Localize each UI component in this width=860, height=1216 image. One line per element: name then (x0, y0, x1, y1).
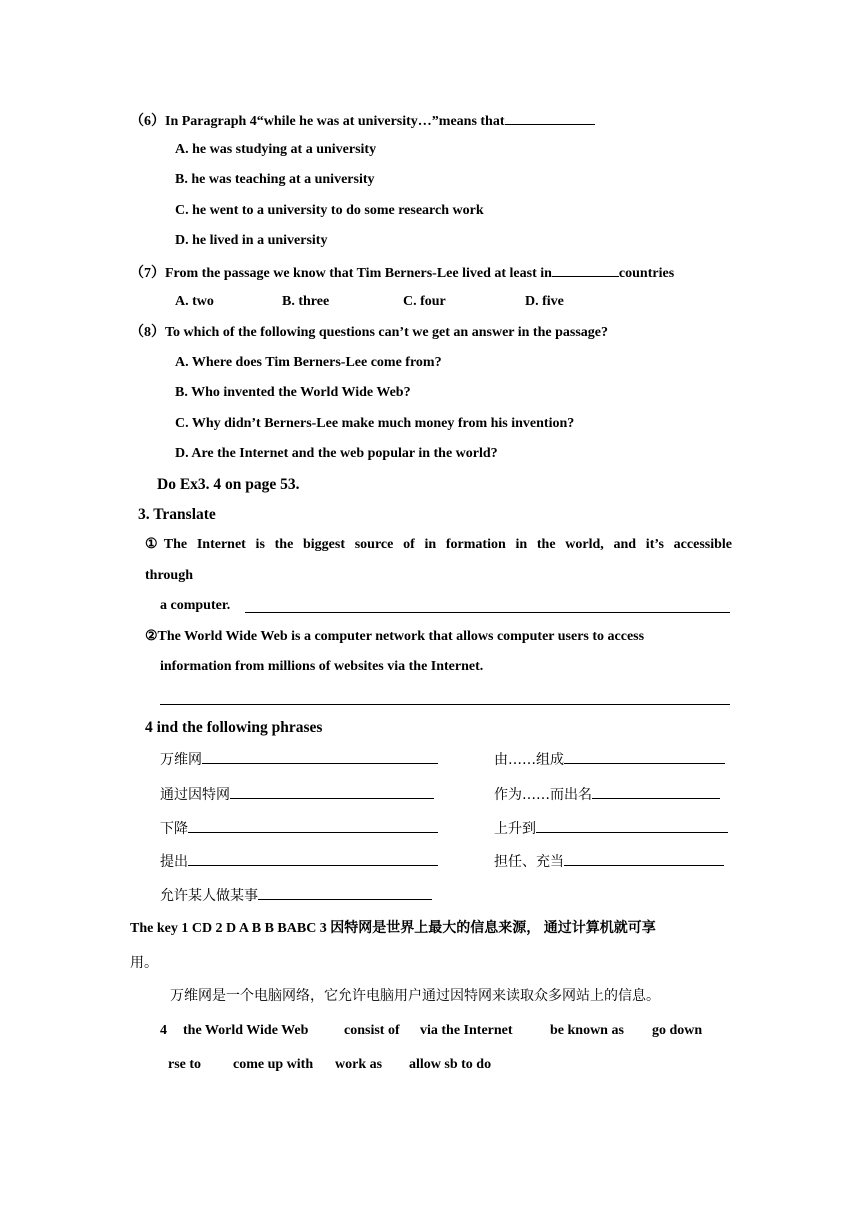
answer-key-line-3: 万维网是一个电脑网络，它允许电脑用户通过因特网来读取众多网站上的信息。 (170, 988, 660, 1004)
question-8-option-c: C. Why didn’t Berners-Lee make much money from his invention? (175, 416, 575, 431)
question-7-stem (130, 263, 674, 283)
answer-key-row-5-item: allow sb to do (409, 1057, 492, 1072)
answer-key-text: The key 1 CD 2 D A B B BABC 3 因特网是世界上最大的信息来源， 通过计算机就可享 (130, 921, 656, 936)
answer-key-line-2: 用。 (130, 955, 158, 971)
answer-key-row-4-item: be known as (550, 1023, 624, 1038)
phrase-label: 由……组成 (494, 752, 564, 768)
answer-blank[interactable] (202, 750, 438, 764)
phrase-right-3 (494, 819, 728, 838)
phrase-label: 万维网 (160, 752, 202, 768)
phrase-label: 担任、充当 (494, 854, 564, 870)
answer-key-line-1 (130, 920, 656, 938)
phrase-left-3 (160, 819, 438, 838)
phrase-left-5 (160, 886, 432, 905)
answer-line-1[interactable] (245, 612, 730, 613)
translate-sentence-1-line-2: through (145, 568, 193, 583)
answer-blank[interactable] (564, 750, 725, 764)
answer-key-row-5-item: rse to (168, 1057, 202, 1072)
question-7-option-b: B. three (282, 294, 330, 309)
answer-blank[interactable] (536, 819, 728, 833)
question-8-option-d: D. Are the Internet and the web popular in the world? (175, 446, 498, 461)
answer-blank[interactable] (552, 263, 619, 277)
phrase-left-4 (160, 852, 438, 871)
question-7-option-a: A. two (175, 294, 214, 309)
answer-blank[interactable] (592, 785, 720, 799)
question-7-option-d: D. five (525, 294, 564, 309)
phrase-label: 下降 (160, 821, 188, 837)
answer-key-row-4-item: via the Internet (420, 1023, 513, 1038)
answer-blank[interactable] (564, 852, 724, 866)
answer-key-row-4-item: consist of (344, 1023, 400, 1038)
answer-key-row-4-item: go down (652, 1023, 703, 1038)
question-8-option-b: B. Who invented the World Wide Web? (175, 385, 411, 400)
translate-heading: 3. Translate (138, 506, 216, 523)
answer-key-row-5-item: come up with (233, 1057, 314, 1072)
phrase-label: 作为……而出名 (494, 787, 592, 803)
exercise-instruction: Do Ex3. 4 on page 53. (157, 476, 300, 493)
question-6-option-d: D. he lived in a university (175, 233, 328, 248)
translate-sentence-2-line-2: information from millions of websites via the Internet. (160, 659, 484, 674)
question-6-stem (130, 111, 595, 131)
answer-key-row-4-item: 4 (160, 1023, 167, 1038)
phrase-label: 通过因特网 (160, 787, 230, 803)
question-7-text-before: （7）From the passage we know that Tim Berners-Lee lived at least in (130, 266, 552, 281)
answer-line-2[interactable] (160, 704, 730, 705)
answer-blank[interactable] (505, 111, 595, 125)
question-8-option-a: A. Where does Tim Berners-Lee come from? (175, 355, 442, 370)
question-6-option-c: C. he went to a university to do some research work (175, 203, 484, 218)
phrase-label: 允许某人做某事 (160, 888, 258, 904)
answer-blank[interactable] (188, 819, 438, 833)
phrase-right-2 (494, 785, 720, 804)
translate-sentence-1-line-3: a computer. (160, 598, 231, 613)
phrase-right-1 (494, 750, 725, 769)
question-8-stem: （8）To which of the following questions can’t we get an answer in the passage? (130, 325, 608, 340)
answer-blank[interactable] (258, 886, 432, 900)
answer-key-row-5-item: work as (335, 1057, 383, 1072)
phrase-left-2 (160, 785, 434, 804)
question-6-option-b: B. he was teaching at a university (175, 172, 375, 187)
phrase-left-1 (160, 750, 438, 769)
translate-sentence-1-line-1: ①The Internet is the biggest source of in formation in the world, and it’s accessible (145, 537, 732, 552)
question-7-option-c: C. four (403, 294, 446, 309)
phrases-heading: 4 ind the following phrases (145, 719, 323, 736)
phrase-right-4 (494, 852, 724, 871)
answer-blank[interactable] (188, 852, 438, 866)
question-6-text: （6）In Paragraph 4“while he was at university…”means that (130, 114, 505, 129)
answer-blank[interactable] (230, 785, 434, 799)
translate-sentence-2-line-1: ②The World Wide Web is a computer network that allows computer users to access (145, 629, 645, 644)
question-7-text-after: countries (618, 266, 675, 281)
answer-key-row-4-item: the World Wide Web (183, 1023, 309, 1038)
question-6-option-a: A. he was studying at a university (175, 142, 377, 157)
phrase-label: 上升到 (494, 821, 536, 837)
phrase-label: 提出 (160, 854, 188, 870)
